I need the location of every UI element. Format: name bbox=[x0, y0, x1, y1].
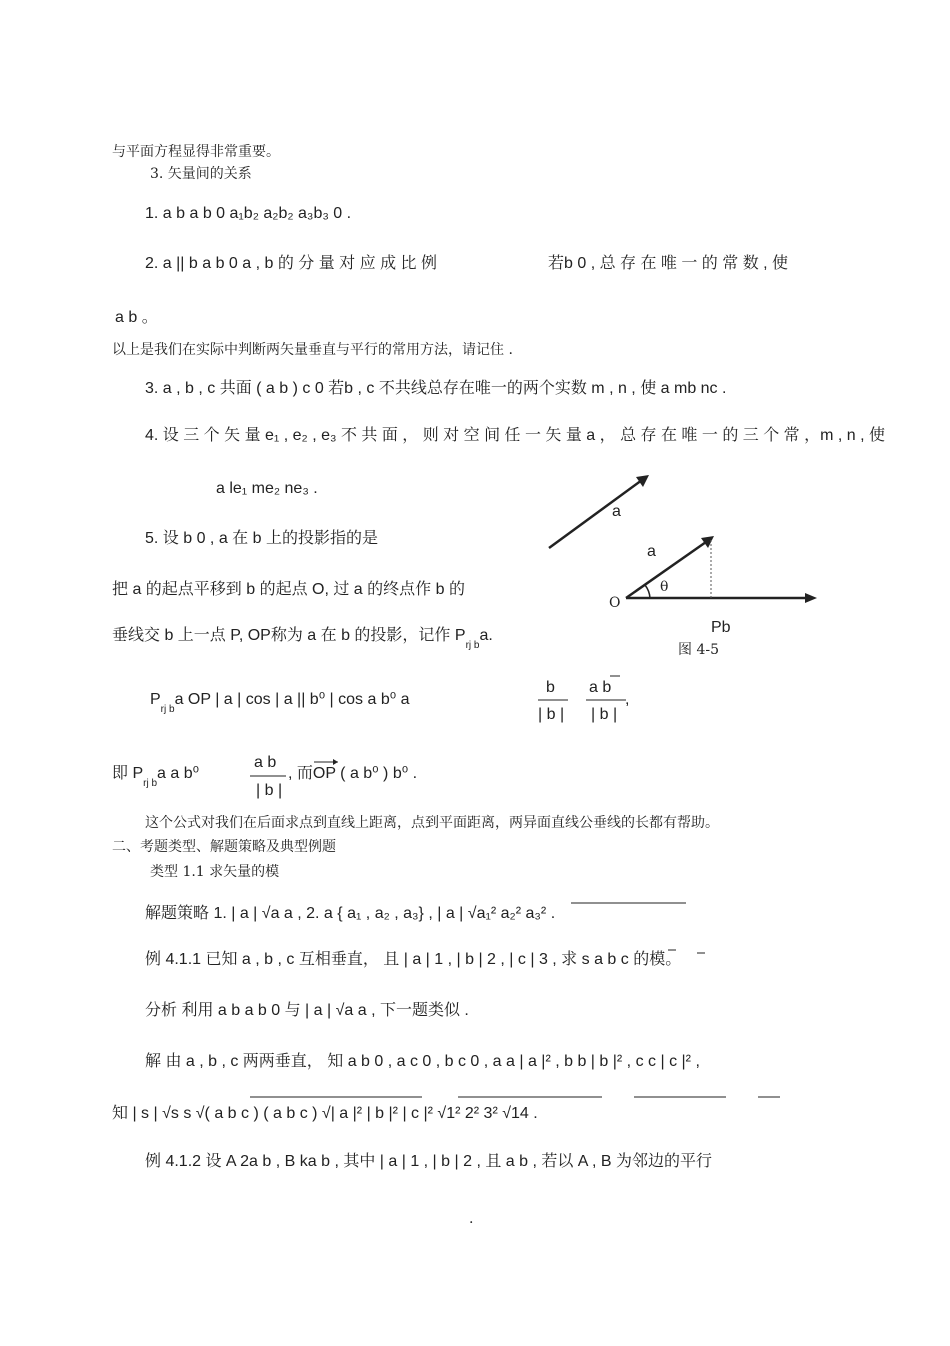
formula-parallel: 2. a || b a b 0 a , b 的 分 量 对 应 成 比 例 bbox=[145, 255, 437, 272]
solution-4-1-1-result: 知 | s | √s s √( a b c ) ( a b c ) √| a |² | b |² | c |² √1² 2² 3² √14 . bbox=[112, 1105, 538, 1122]
solution-4-1-1: 解 由 a , b , c 两两垂直， 知 a b 0 , a c 0 , b c 0 , a a | a |² , b b | b |² , c c | c |² , bbox=[145, 1053, 700, 1070]
comma: , bbox=[625, 691, 630, 708]
subscript-rjb: rj b bbox=[465, 640, 480, 651]
formula-perpendicular: 1. a b a b 0 a₁b₂ a₂b₂ a₃b₃ 0 . bbox=[145, 205, 352, 222]
page-footer-dot: . bbox=[469, 1211, 474, 1227]
formula-OP: , 而OP ( a b⁰ ) b⁰ . bbox=[288, 765, 418, 782]
formula-basis: 4. 设 三 个 矢 量 e₁ , e₂ , e₃ 不 共 面 ， 则 对 空 间 任 一 矢 量 a ， 总 存 在 唯 一 的 三 个 常 ，m , n , 使 bbox=[145, 427, 885, 444]
figure-4-5 bbox=[549, 475, 817, 603]
formula-projection-body: a OP | a | cos | a || b⁰ | cos a b⁰ a bbox=[174, 691, 410, 708]
text-projection-desc: 把 a 的起点平移到 b 的起点 O, 过 a 的终点作 b 的 bbox=[112, 581, 465, 598]
figure-label-pb: Pb bbox=[711, 619, 731, 636]
angle-arc bbox=[645, 585, 650, 598]
figure-label-a-top: a bbox=[612, 503, 621, 520]
fraction-3-numerator: a b bbox=[254, 754, 277, 771]
text-projection-def: 5. 设 b 0 , a 在 b 上的投影指的是 bbox=[145, 530, 378, 547]
projection-text: 垂线交 b 上一点 P, OP称为 a 在 b 的投影，记作 P bbox=[112, 627, 466, 644]
figure-caption: 图 4-5 bbox=[678, 642, 719, 658]
projection-text-end: a. bbox=[479, 627, 493, 644]
vector-b-arrowhead bbox=[805, 593, 817, 603]
vector-a-free-arrowhead bbox=[636, 475, 649, 487]
fraction-2-denominator: | b | bbox=[591, 706, 618, 723]
fraction-1-numerator: b bbox=[546, 679, 555, 696]
example-4-1-1: 例 4.1.1 已知 a , b , c 互相垂直， 且 | a | 1 , | b | 2 , | c | 3 , 求 s a b c 的模。 bbox=[145, 951, 682, 968]
example-4-1-2: 例 4.1.2 设 A 2a b , B ka b , 其中 | a | 1 , | b | 2 , 且 a b , 若以 A , B 为邻边的平行 bbox=[145, 1153, 713, 1170]
section-heading-problem-types: 二、考题类型、解题策略及典型例题 bbox=[112, 839, 336, 855]
formula-parallel-cont: 若b 0 , 总 存 在 唯 一 的 常 数 , 使 bbox=[548, 255, 789, 272]
figure-label-origin: O bbox=[609, 595, 621, 611]
vector-a-origin-arrowhead bbox=[701, 536, 714, 548]
subscript-rjb: rj b bbox=[143, 778, 158, 789]
analysis-4-1-1: 分析 利用 a b a b 0 与 | a | √a a , 下一题类似 . bbox=[145, 1002, 469, 1019]
formula-strategy: 解题策略 1. | a | √a a , 2. a { a₁ , a₂ , a₃} , | a | √a₁² a₂² a₃² . bbox=[145, 905, 556, 922]
formula-decomposition: a le₁ me₂ ne₃ . bbox=[216, 480, 318, 497]
figure-label-a-mid: a bbox=[647, 543, 656, 560]
fraction-3-denominator: | b | bbox=[256, 782, 283, 799]
subsection-type-1-1: 类型 1.1 求矢量的模 bbox=[150, 864, 280, 880]
op-arrow-head bbox=[333, 759, 338, 765]
formula-parallel-result: a b 。 bbox=[115, 309, 158, 326]
formula-result-body: a a b⁰ bbox=[157, 765, 200, 782]
text-line-intro: 与平面方程显得非常重要。 bbox=[112, 144, 280, 160]
fraction-2-numerator: a b bbox=[589, 679, 612, 696]
figure-label-theta: θ bbox=[660, 579, 669, 595]
text-summary: 以上是我们在实际中判断两矢量垂直与平行的常用方法，请记住 . bbox=[112, 342, 513, 358]
vector-a-free bbox=[549, 480, 642, 548]
formula-coplanar: 3. a , b , c 共面 ( a b ) c 0 若b , c 不共线总存在唯一的两个实数 m , n , 使 a mb nc . bbox=[145, 380, 727, 397]
formula-ji-P: 即 P bbox=[112, 765, 144, 782]
subscript-rjb: rj b bbox=[160, 704, 175, 715]
fraction-1-denominator: | b | bbox=[538, 706, 565, 723]
formula-P: P bbox=[150, 691, 161, 708]
section-heading-vector-relations: 3. 矢量间的关系 bbox=[150, 166, 252, 182]
text-formula-usefulness: 这个公式对我们在后面求点到直线上距离，点到平面距离，两异面直线公垂线的长都有帮助。 bbox=[145, 815, 719, 831]
